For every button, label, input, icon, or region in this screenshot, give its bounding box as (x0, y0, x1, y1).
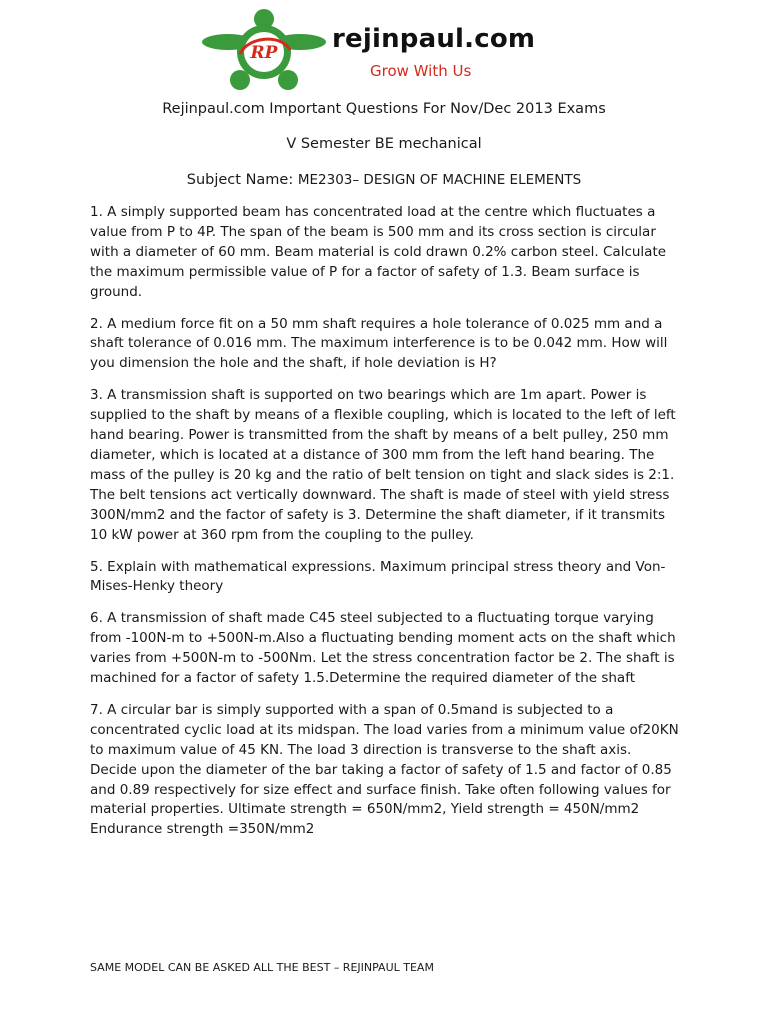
document-title: Rejinpaul.com Important Questions For Nov/Dec 2013 Exams (162, 101, 606, 117)
question-5: 5. Explain with mathematical expressions. Maximum principal stress theory and Von-Mises-Henky theory (90, 558, 666, 595)
question-7: 7. A circular bar is simply supported with a span of 0.5mand is subjected to a concentrated cyclic load at its midspan. The load varies from a minimum value of20KN to maximum value of 45 KN. The load 3 direction is transverse to the shaft axis. Decide upon the diameter of the bar taking a factor of safety of 1.5 and factor of 0.85 and 0.89 respectively for size effect and surface finish. Take often following values for material properties. Ultimate strength = 650N/mm2, Yield strength = 450N/mm2 Endurance strength =350N/mm2 (90, 701, 679, 838)
logo-bottom-left-head (230, 70, 250, 90)
question-list (90, 203, 682, 852)
subject-label: Subject Name: (186, 172, 294, 188)
footer-note: SAME MODEL CAN BE ASKED ALL THE BEST – REJINPAUL TEAM (90, 961, 434, 974)
subject-value: ME2303– DESIGN OF MACHINE ELEMENTS (297, 172, 582, 188)
semester-line: V Semester BE mechanical (286, 136, 482, 152)
question-2: 2. A medium force fit on a 50 mm shaft requires a hole tolerance of 0.025 mm and a shaft tolerance of 0.016 mm. The maximum interference is to be 0.042 mm. How will you dimension the hole and the shaft, if hole deviation is H? (90, 315, 668, 372)
logo-mark-text: RP (250, 43, 278, 63)
rp-logo-icon (200, 6, 330, 98)
question-6: 6. A transmission of shaft made C45 steel subjected to a fluctuating torque varying from -100N-m to +500N-m.Also a fluctuating bending moment acts on the shaft which varies from +500N-m to -500Nm. Let the stress concentration factor be 2. The shaft is machined for a factor of safety 1.5.Determine the required diameter of the shaft (90, 610, 676, 687)
logo-tagline: Grow With Us (370, 62, 472, 80)
question-1: 1. A simply supported beam has concentrated load at the centre which fluctuates a value from P to 4P. The span of the beam is 500 mm and its cross section is circular with a diameter of 60 mm. Beam material is cold drawn 0.2% carbon steel. Calculate the maximum permissible value of P for a factor of safety of 1.3. Beam surface is ground. (90, 204, 667, 300)
logo-bottom-right-head (278, 70, 298, 90)
subject-line (0, 172, 768, 188)
logo-brand: rejinpaul.com (332, 24, 536, 54)
question-3: 3. A transmission shaft is supported on two bearings which are 1m apart. Power is supplied to the shaft by means of a flexible coupling, which is located to the left of left hand bearing. Power is transmitted from the shaft by means of a belt pulley, 250 mm diameter, which is located at a distance of 300 mm from the left hand bearing. The mass of the pulley is 20 kg and the ratio of belt tension on tight and slack sides is 2:1. The belt tensions act vertically downward. The shaft is made of steel with yield stress 300N/mm2 and the factor of safety is 3. Determine the shaft diameter, if it transmits 10 kW power at 360 rpm from the coupling to the pulley. (90, 387, 676, 543)
logo (200, 6, 580, 98)
